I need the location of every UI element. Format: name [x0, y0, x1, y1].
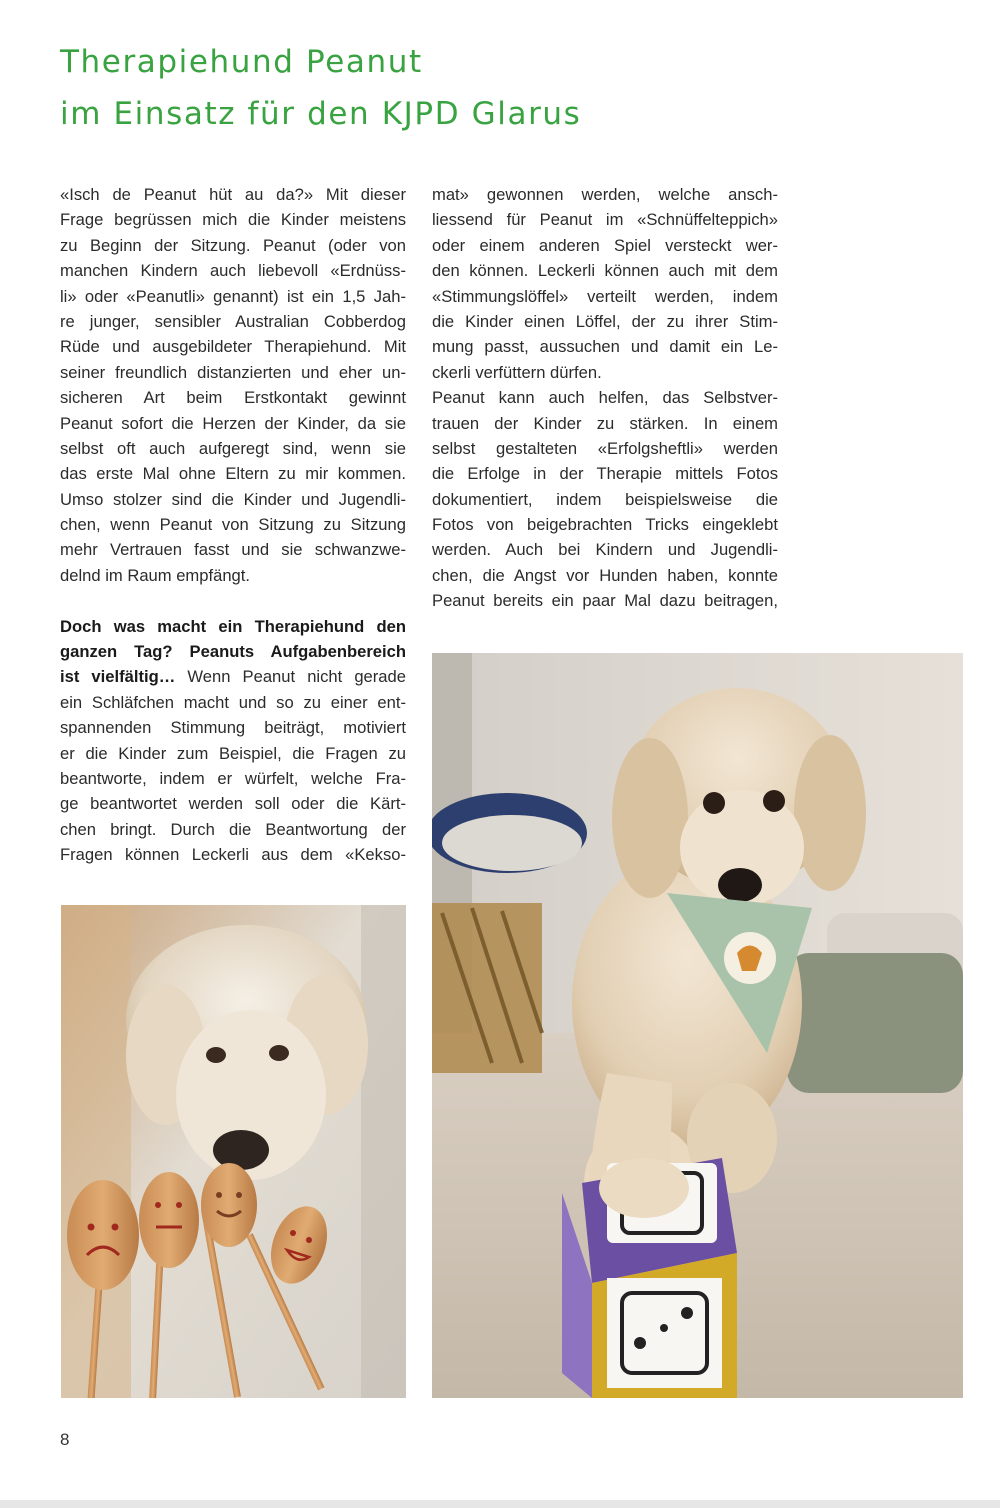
- text-line: ckerli verfüttern dürfen.: [432, 362, 602, 382]
- text-line: Fragen können Leckerli aus dem «Kekso-: [60, 845, 406, 865]
- text-line: Fotos von beigebrachten Tricks eingeklebt: [432, 515, 778, 535]
- dog-cube-illustration: [432, 653, 963, 1398]
- text-line: «Isch de Peanut hüt au da?» Mit dieser: [60, 185, 406, 204]
- bottom-edge-bar: [0, 1500, 1000, 1508]
- bold-lead-in: ist vielfältig…: [60, 667, 176, 687]
- text-line: selbst gestalteten «Erfolgsheftli» werden: [432, 438, 778, 458]
- dog-spoons-illustration: [61, 905, 406, 1398]
- text-line: dokumentiert, indem beispielsweise die: [432, 489, 778, 509]
- paragraph-intro: [60, 182, 406, 588]
- text-line: chen, wenn Peanut von Sitzung zu Sitzung: [60, 515, 406, 535]
- bold-text-line: Doch was macht ein Therapiehund den: [60, 616, 406, 636]
- text-line: das erste Mal ohne Eltern zu mir kommen.: [60, 464, 406, 484]
- text-line: chen bringt. Durch die Beantwortung der: [60, 819, 406, 839]
- text-line: Frage begrüssen mich die Kinder meistens: [60, 210, 406, 230]
- text-line: Umso stolzer sind die Kinder und Jugendli-: [60, 489, 406, 509]
- text-line: liessend für Peanut im «Schnüffelteppich»: [432, 210, 778, 230]
- left-text-column: [60, 182, 406, 868]
- text-line: spannenden Stimmung beiträgt, motiviert: [60, 718, 406, 738]
- text-line: selbst oft auch aufgeregt sind, wenn sie: [60, 438, 406, 458]
- text-line: seiner freundlich distanzierten und eher un-: [60, 362, 406, 382]
- text-line: oder einem anderen Spiel versteckt wer-: [432, 235, 778, 255]
- right-text-column: [432, 182, 778, 614]
- text-line: den können. Leckerli können auch mit dem: [432, 261, 778, 281]
- paragraph-confidence: [432, 385, 778, 614]
- text-line: delnd im Raum empfängt.: [60, 565, 251, 585]
- text-line: chen, die Angst vor Hunden haben, konnte: [432, 565, 778, 585]
- text-line: mung passt, aussuchen und damit ein Le-: [432, 337, 778, 357]
- page-number: 8: [60, 1430, 70, 1449]
- text-line: die Kinder einen Löffel, der zu ihrer Stim-: [432, 311, 778, 331]
- text-line: werden. Auch bei Kindern und Jugendli-: [432, 540, 778, 560]
- paragraph-tasks: [60, 614, 406, 868]
- photo-dog-with-mood-spoons: [61, 905, 406, 1398]
- text-line: ge beantwortet werden soll oder die Kärt-: [60, 794, 406, 814]
- text-line: ein Schläfchen macht und so zu einer ent-: [60, 692, 406, 712]
- text-line: [60, 664, 406, 689]
- paragraph-continuation: [432, 182, 778, 385]
- article-title-line-1: Therapiehund Peanut: [60, 44, 423, 80]
- text-line: mat» gewonnen werden, welche ansch-: [432, 185, 778, 204]
- bold-text-line: ganzen Tag? Peanuts Aufgabenbereich: [60, 642, 406, 662]
- photo-dog-with-dice-cube: [432, 653, 963, 1398]
- article-title-line-2: im Einsatz für den KJPD Glarus: [60, 96, 582, 132]
- text-line: die Erfolge in der Therapie mittels Fotos: [432, 464, 778, 484]
- text-line: Rüde und ausgebildeter Therapiehund. Mit: [60, 337, 406, 357]
- text-line: manchen Kindern auch liebevoll «Erdnüss-: [60, 261, 406, 281]
- text-line: beantworte, indem er würfelt, welche Fra-: [60, 768, 406, 788]
- text-line: «Stimmungslöffel» verteilt werden, indem: [432, 286, 778, 306]
- text-line: Peanut kann auch helfen, das Selbstver-: [432, 388, 778, 408]
- text-line: sicheren Art beim Erstkontakt gewinnt: [60, 388, 406, 408]
- text-run: Wenn Peanut nicht gerade: [175, 667, 406, 687]
- text-line: er die Kinder zum Beispiel, die Fragen zu: [60, 743, 406, 763]
- text-line: re junger, sensibler Australian Cobberdog: [60, 311, 406, 331]
- text-line: li» oder «Peanutli» genannt) ist ein 1,5 Jah-: [60, 286, 406, 306]
- text-line: Peanut sofort die Herzen der Kinder, da sie: [60, 413, 406, 433]
- text-line: Peanut bereits ein paar Mal dazu beitragen,: [432, 591, 778, 611]
- text-line: trauen der Kinder zu stärken. In einem: [432, 413, 778, 433]
- text-line: zu Beginn der Sitzung. Peanut (oder von: [60, 235, 406, 255]
- text-line: mehr Vertrauen fasst und sie schwanzwe-: [60, 540, 406, 560]
